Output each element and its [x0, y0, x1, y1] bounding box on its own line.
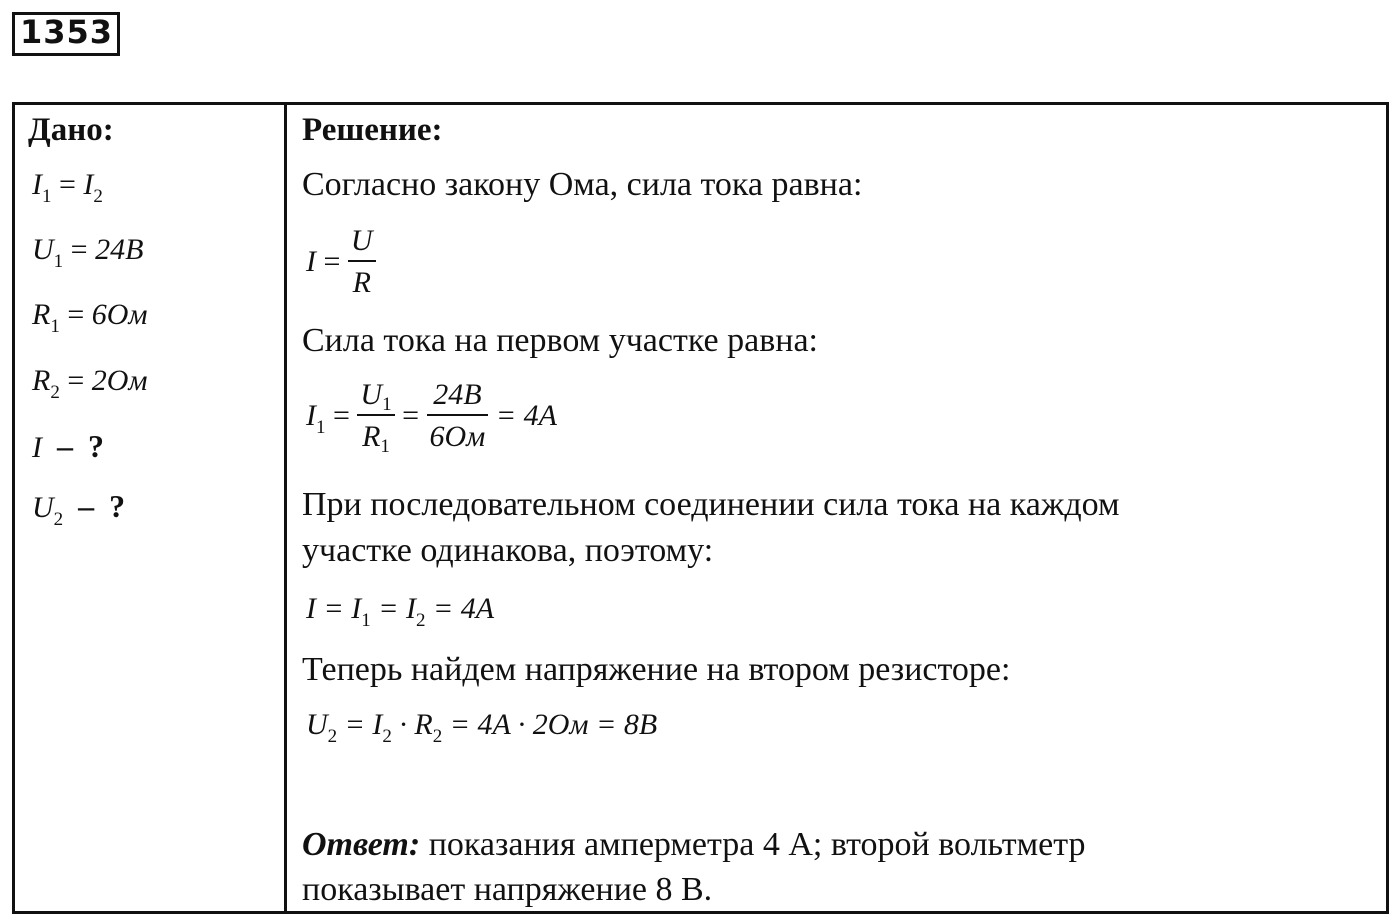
solution-text-1: Согласно закону Ома, сила тока равна: — [302, 166, 863, 203]
given-unknown: I – ? — [32, 428, 104, 464]
given-item: $U_1 = 24B$ — [32, 233, 144, 272]
solution-text-3a: При последовательном соединении сила тока на каждом — [302, 486, 1120, 523]
formula-current-1: $I_1$ = $\frac{U_1}{R_1}$ = $\frac{24B}{6Ом}$ = 4A — [306, 378, 557, 457]
solution-text-2: Сила тока на первом участке равна: — [302, 322, 818, 359]
solution-text-4: Теперь найдем напряжение на втором резисторе: — [302, 651, 1011, 688]
solution-heading: Решение: — [302, 112, 443, 148]
given-item: $R_2 = 2Ом$ — [32, 364, 148, 403]
answer-line-1: Ответ: показания амперметра 4 А; второй вольтметр — [302, 826, 1086, 863]
given-item: $R_1 = 6Ом$ — [32, 298, 148, 337]
answer-label: Ответ: — [302, 826, 421, 863]
given-heading: Дано: — [28, 112, 114, 148]
answer-line-2: показывает напряжение 8 В. — [302, 871, 713, 908]
formula-ohms-law: I = $\frac{U}{R}$ — [306, 226, 376, 298]
column-divider — [284, 102, 287, 914]
formula-voltage-2: $U_2 = I_2 \cdot R_2 = 4A \cdot 2Ом = 8B$ — [306, 708, 658, 747]
formula-series-current: $I = I_1 = I_2 = 4A$ — [306, 592, 495, 631]
given-unknown: $U_2$ – ? — [32, 488, 126, 530]
problem-number: 1353 — [20, 13, 114, 51]
given-item: $I_1 = I_2$ — [32, 168, 103, 207]
solution-text-3b: участке одинакова, поэтому: — [302, 532, 714, 569]
